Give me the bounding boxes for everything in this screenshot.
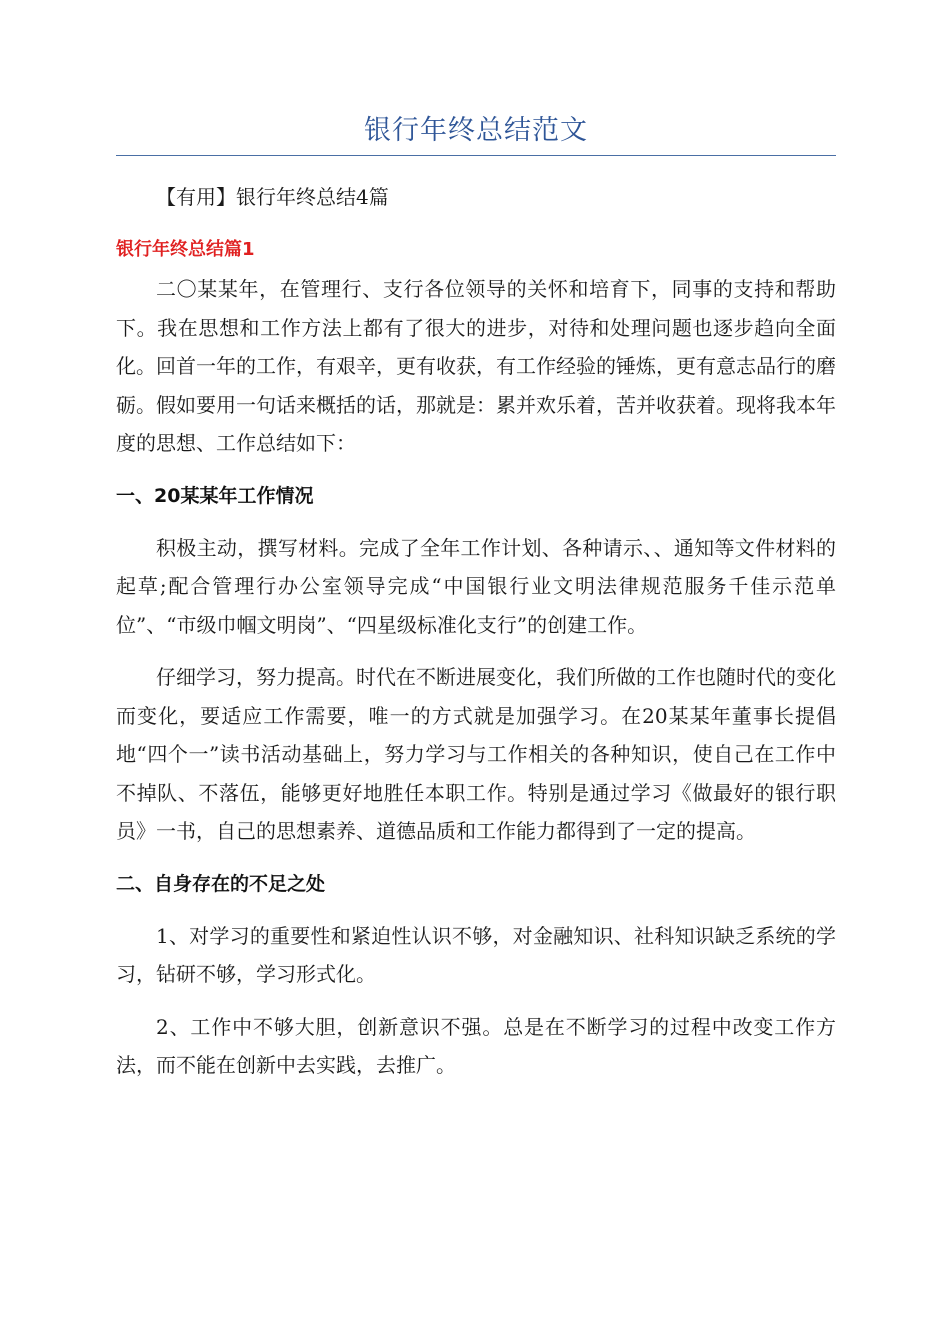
intro-paragraph: 二〇某某年，在管理行、支行各位领导的关怀和培育下，同事的支持和帮助下。我在思想和工作方法上都有了很大的进步，对待和处理问题也逐步趋向全面化。回首一年的工作，有艰辛，更有收获，有工作经验的锤炼，更有意志品行的磨砺。假如要用一句话来概括的话，那就是：累并欢乐着，苦并收获着。现将我本年度的思想、工作总结如下： [116,277,836,455]
paragraph-writing-materials: 积极主动，撰写材料。完成了全年工作计划、各种请示、、通知等文件材料的起草;配合管理行办公室领导完成“中国银行业文明法律规范服务千佳示范单位”、“市级巾帼文明岗”、“四星级标准化支行”的创建工作。 [116,535,836,637]
paragraph-shortcoming-2: 2、工作中不够大胆，创新意识不强。总是在不断学习的过程中改变工作方法，而不能在创新中去实践，去推广。 [116,1014,836,1077]
article-heading: 银行年终总结篇1 [116,239,255,260]
document-subtitle: 【有用】银行年终总结4篇 [156,185,389,209]
paragraph-learning: 仔细学习，努力提高。时代在不断进展变化，我们所做的工作也随时代的变化而变化，要适应工作需要，唯一的方式就是加强学习。在20某某年董事长提倡地“四个一”读书活动基础上，努力学习与工作相关的各种知识，使自己在工作中不掉队、不落伍，能够更好地胜任本职工作。特别是通过学习《做最好的银行职员》一书，自己的思想素养、道德品质和工作能力都得到了一定的提高。 [116,665,836,843]
section-heading-work-status: 一、20某某年工作情况 [116,484,314,507]
section-heading-shortcomings: 二、自身存在的不足之处 [116,872,326,895]
document-page [116,108,836,1085]
document-title: 银行年终总结范文 [116,108,836,156]
paragraph-shortcoming-1: 1、对学习的重要性和紧迫性认识不够，对金融知识、社科知识缺乏系统的学习，钻研不够，学习形式化。 [116,923,836,986]
